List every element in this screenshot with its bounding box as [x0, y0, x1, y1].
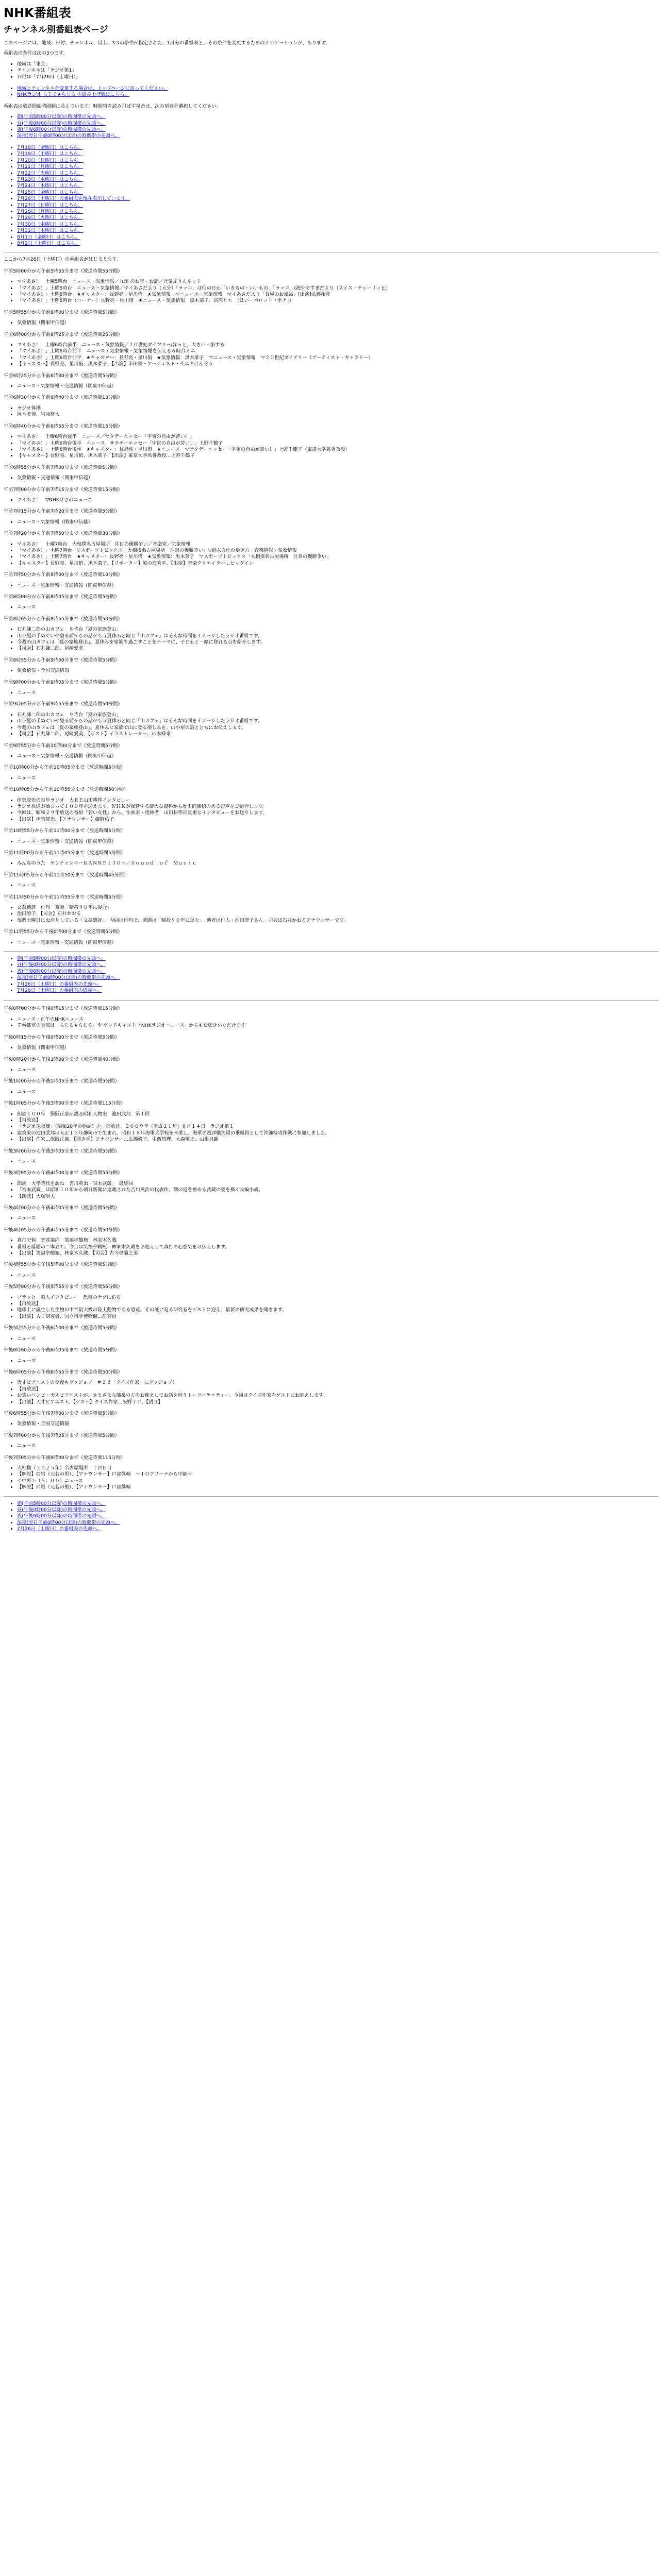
- program-detail-line: • ブラッと 超人インタビュー 恐竜のナゾに迫る: [17, 1295, 658, 1301]
- time-jump-link[interactable]: 昼(午後0時00分以降)の時間帯の先頭へ。: [17, 120, 106, 126]
- date-link[interactable]: 7月26日（土曜日）の番組表を現在表示しています。: [17, 196, 130, 202]
- program-slot: [4, 465, 658, 482]
- program-time: 午後7時00分から午後7時05分まで（放送時間5分間）: [4, 1432, 120, 1438]
- program-slot: [4, 657, 658, 674]
- program-detail-line: • 【司会】石丸謙二郎、尾崎愛美、【ゲスト】イラストレーター…山本様来: [17, 731, 658, 737]
- section-jump-item: [17, 969, 658, 975]
- program-time: 午後1時05分から午後3時00分まで（放送時間115分間）: [4, 1100, 126, 1107]
- page-subtitle: チャンネル別番組表ページ: [4, 25, 108, 35]
- program-detail-line: • ニュース: [17, 1358, 658, 1364]
- divider: [4, 1496, 658, 1497]
- date-link[interactable]: 7月23日（水曜日）はこちら。: [17, 176, 83, 182]
- program-details: [4, 1336, 658, 1342]
- program-time: 午後0時20分から午後1時00分まで（放送時間40分間）: [4, 1056, 123, 1062]
- program-detail-line: • マイあさ！ 土曜6時台後半 ニュース／サタデーエッセー「宇宙の自由が苦い！」: [17, 434, 658, 440]
- program-detail-line: • ニュース: [17, 1273, 658, 1279]
- top-page-link[interactable]: 地域とチャンネルを変更する場合は、トップページに戻ってください。: [17, 86, 168, 92]
- program-time: 午前11時55分から午後0時00分まで（放送時間5分間）: [4, 929, 123, 935]
- program-detail-line: • ７番都市の天気は「らじる★らじる」や ポッドキャスト「NHKラジオニュース」からもお聴きいただけます: [17, 1023, 658, 1029]
- program-time: 午前9時00分から午前9時05分まで（放送時間5分間）: [4, 679, 120, 685]
- date-item: [17, 171, 658, 177]
- intro-text: このページには、地域、日付、チャンネル、以上、3つの条件が指定された、1日分の番組表と、その条件を変更するためのナビゲーションが、あります。: [4, 40, 330, 46]
- divider: [4, 951, 658, 952]
- program-details: [4, 1295, 658, 1320]
- program-detail-line: • マイあさ！ 土曜7時台 大相撲名古屋場所 注目の優勝争い／音楽室／気象情報: [17, 541, 658, 548]
- program-time: 午前6時55分から午前7時00分まで（放送時間5分間）: [4, 464, 120, 470]
- program-detail-line: • ＜中断＞（５：００）ニュース: [17, 1478, 658, 1484]
- program-slot: [4, 1205, 658, 1222]
- program-slot: [4, 531, 658, 567]
- date-item: [17, 209, 658, 215]
- program-details: [4, 905, 658, 924]
- condition-region: • 地域は「東京」: [17, 61, 658, 67]
- program-details: [4, 690, 658, 696]
- program-detail-line: • ニュース: [17, 1215, 658, 1222]
- program-detail-line: • 「マイあさ！」土曜5時台（コーナー）長野亮・星川侑 ★ニュース・気象情報 黒木菜子、宮沢リエ （はい・パロット「ポチ」）: [17, 298, 658, 304]
- program-slot: [4, 332, 658, 368]
- program-time: 午後0時15分から午後0時20分まで（放送時間5分間）: [4, 1034, 120, 1040]
- program-detail-line: • 「宮本武蔵」は昭和１０年から朝日新聞に連載された吉川英治の代表作。剣の道を極める武蔵の姿を描く長編小説。: [17, 1187, 658, 1193]
- program-slot: [4, 1006, 658, 1029]
- program-detail-line: • 山小屋の手ぬぐいや登る前からの話がもう夏休みと同じ「山カフェ」はそんな時間をイメージしたラジオ番組です。: [17, 633, 658, 639]
- program-time: 午前6時25分から午前6時30分まで（放送時間5分間）: [4, 372, 120, 379]
- program-time: 午後1時00分から午後1時05分まで（放送時間5分間）: [4, 1078, 120, 1084]
- date-item: [17, 164, 658, 170]
- program-detail-line: • 【出演】作家…保阪正康、【聞き手】アナウンサー…広瀬修子、中西悠理、大森敏史、山根良顕: [17, 1137, 658, 1143]
- program-slot: [4, 1262, 658, 1279]
- program-time: 午前7時00分から午前7時15分まで（放送時間15分間）: [4, 486, 123, 493]
- program-time: 午後7時05分から午後9時00分まで（放送時間115分間）: [4, 1454, 126, 1461]
- program-slot: [4, 487, 658, 504]
- program-detail-line: • 「マイあさ！」土曜5時台 ニュース・気象情報／マイあさだより（大分）「ラッコ」は何の日か「いきもの・いいもの」「ラッコ」(海外ですまだより（スイス・チューリッヒ）: [17, 285, 658, 292]
- program-time: 午前7時20分から午前7時50分まで（放送時間30分間）: [4, 531, 123, 537]
- date-link[interactable]: 7月27日（日曜日）はこちら。: [17, 202, 83, 208]
- program-time: 午後0時00分から午後0時15分まで（放送時間15分間）: [4, 1006, 123, 1012]
- program-details: [4, 839, 658, 845]
- date-item: [17, 196, 658, 202]
- program-time: 午前6時40分から午前6時55分まで（放送時間15分間）: [4, 423, 123, 429]
- program-slot: [4, 1433, 658, 1450]
- program-time: 午前9時05分から午前9時55分まで（放送時間50分間）: [4, 701, 123, 707]
- program-time: 午後6時00分から午後6時05分まで（放送時間5分間）: [4, 1347, 120, 1353]
- program-detail-line: • ラジオ体操: [17, 405, 658, 412]
- date-link[interactable]: 7月31日（木曜日）はこちら。: [17, 228, 83, 234]
- program-slot: [4, 828, 658, 845]
- date-link[interactable]: 7月25日（金曜日）はこちら。: [17, 189, 83, 195]
- section-jump-link[interactable]: 7月26日（土曜日）の番組表の先頭へ。: [17, 981, 102, 987]
- program-time: 午前7時50分から午前8時00分まで（放送時間10分間）: [4, 572, 123, 578]
- program-details: [4, 383, 658, 389]
- section-jump-link[interactable]: 7月26日（土曜日）の番組表の先頭へ。: [17, 1526, 102, 1532]
- program-details: [4, 541, 658, 567]
- program-slot: [4, 1325, 658, 1342]
- program-detail-line: • マイあさ！ 土曜6時台前半 ニュース・気象情報／２０世紀ダイアリー/ほっと、大きい・旅する: [17, 342, 658, 348]
- program-slot: [4, 1170, 658, 1200]
- program-details: [4, 279, 658, 304]
- program-slot: [4, 1057, 658, 1074]
- change-link-item: [17, 86, 658, 92]
- program-detail-line: • ニュース・正午のNHKニュース: [17, 1016, 658, 1023]
- program-detail-line: • 気象情報・全国交通情報: [17, 1421, 658, 1427]
- program-detail-line: • 山小屋の手ぬぐいや登る前からの話がもう夏休みと同じ「山カフェ」はそんな時間をイメージしたラジオ番組です。: [17, 718, 658, 724]
- program-detail-line: • 今回は、昭和２９年放送の番組「若い女性」から、作曲家・指揮者 山田耕筰の貴重なインタビューをお送りします。: [17, 810, 658, 816]
- program-detail-line: • 「マイあさ！」土曜6時台前半 ニュース・気象情報・気象情報を伝える６時台ミニ: [17, 348, 658, 354]
- program-details: [4, 798, 658, 823]
- program-detail-line: • 【再放送】: [17, 1301, 658, 1307]
- program-time: 午前5時00分から午前5時55分まで（放送時間55分間）: [4, 268, 123, 274]
- date-link[interactable]: 7月19日（土曜日）はこちら。: [17, 151, 83, 157]
- program-detail-line: • ニュース: [17, 690, 658, 696]
- program-slot: [4, 1455, 658, 1491]
- program-detail-line: • 番組と落語の二本立て。今月は笑福亭鶴瓶、林家木久蔵をお迎えして真打の心意気をお伝えします。: [17, 1244, 658, 1250]
- time-jump-link[interactable]: 夜(午後6時00分以降)の時間帯の先頭へ。: [17, 127, 106, 133]
- program-detail-line: • 気象情報（関東甲信越）: [17, 1045, 658, 1051]
- program-detail-line: • マイあさ！ 土曜5時台 ニュース・気象情報／九州 のお宝・お話／元気ぶりんネット: [17, 279, 658, 285]
- program-detail-line: • ニュース・気象情報・交通情報（関東甲信越）: [17, 839, 658, 845]
- conditions-heading: 番組表の条件は次の3つです。: [4, 50, 68, 57]
- program-slot: [4, 929, 658, 946]
- program-details: [4, 883, 658, 889]
- program-detail-line: • 真打で候 寄席案内 笑福亭鶴瓶 林家木久蔵: [17, 1238, 658, 1244]
- program-details: [4, 1215, 658, 1222]
- program-detail-line: • 「マイあさ！」土曜6時台前半 ★キャスター：長野亮・星川侑 ★気象情報：黒木菜子 マニュース・気象情報 マ２０世紀ダイアリー（アーティスト・ギャラリー）: [17, 355, 658, 361]
- change-link-item: [17, 92, 658, 98]
- date-item: [17, 234, 658, 241]
- program-detail-line: • ニュース: [17, 1159, 658, 1165]
- program-slot: [4, 680, 658, 697]
- program-detail-line: • ニュース・気象情報・交通情報（関東甲信越）: [17, 940, 658, 946]
- program-details: [4, 775, 658, 782]
- program-detail-line: • 池田澄子、【司会】石井かおる: [17, 911, 658, 917]
- program-details: [4, 1443, 658, 1449]
- section-jump-item: [17, 1520, 658, 1526]
- program-time: 午前10時05分から午前10時55分まで（放送時間50分間）: [4, 787, 129, 793]
- program-time: 午後4時55分から午後5時00分まで（放送時間5分間）: [4, 1262, 120, 1268]
- program-detail-line: • ラジオ放送が始まって１００年を迎えます。ＮＨＫが保管する膨大な資料から歴史的価値のある音声をご紹介します。: [17, 804, 658, 810]
- program-time: 午後4時05分から午後4時55分まで（放送時間50分間）: [4, 1227, 123, 1233]
- program-slot: [4, 894, 658, 924]
- program-detail-line: • 文芸選評 俳句 兼題「暗殺９０年に捉む」: [17, 905, 658, 911]
- program-time: 午後6時05分から午後6時55分まで（放送時間50分間）: [4, 1369, 123, 1375]
- program-detail-line: • 「マイあさ！」土曜6時台後半 ★キャスター：長野亮・星川侑 ★ニュース マサタデーエッセー「宇宙の自由が苦い！」上野千鶴子（東京大学名誉教授）: [17, 447, 658, 453]
- program-slot: [4, 701, 658, 737]
- date-link[interactable]: 7月30日（水曜日）はこちら。: [17, 221, 83, 227]
- program-details: [4, 583, 658, 589]
- change-links: [4, 86, 658, 98]
- section-jump-item: [17, 988, 658, 994]
- date-item: [17, 222, 658, 228]
- date-link[interactable]: 7月29日（火曜日）はこちら。: [17, 215, 83, 221]
- program-slot: [4, 1078, 658, 1095]
- program-details: [4, 940, 658, 946]
- program-time: 午後6時55分から午後7時00分まで（放送時間5分間）: [4, 1410, 120, 1416]
- section-jump-item: [17, 975, 658, 981]
- program-detail-line: • 大相撲（２０２５年）名古屋場所 十四日目: [17, 1465, 658, 1471]
- program-detail-line: • 【出演】笑福亭鶴瓶、林家木久蔵、【司会】古今亭菊之丞: [17, 1250, 658, 1257]
- date-item: [17, 183, 658, 189]
- program-details: [4, 1238, 658, 1257]
- program-detail-line: • ニュース: [17, 604, 658, 611]
- time-jump-link[interactable]: 朝(午前5時00分以降)の時間帯の先頭へ。: [17, 114, 106, 120]
- program-list-afternoon: [4, 1006, 658, 1490]
- program-slot: [4, 872, 658, 889]
- program-slot: [4, 1035, 658, 1052]
- program-slot: [4, 787, 658, 823]
- time-jump-link[interactable]: 深夜(翌日午前0時00分以降)の時間帯の先頭へ。: [17, 133, 120, 139]
- program-detail-line: • みんなのうた ヤンチャンコーＫＡＮＲＥＩ３０～／Ｓｏｕｎｄ ｏｆ Ｍｕｓｉｃ: [17, 860, 658, 867]
- program-details: [4, 1067, 658, 1073]
- list-start-text: ここから7月26日（土曜日）の番組表がはじまります。: [4, 257, 122, 263]
- condition-channel: • チャンネルは「ラジオ第1」: [17, 67, 658, 74]
- date-links: [4, 145, 658, 247]
- program-detail-line: • 【再放送】: [17, 1117, 658, 1124]
- program-detail-line: • 【キャスター】長野亮、星川侑、黒木菜子、【出演】東京大学名誉教授…上野千鶴子: [17, 453, 658, 459]
- date-link[interactable]: 7月18日（金曜日）はこちら。: [17, 144, 83, 150]
- program-detail-line: • 岡本美佳、岩城修大: [17, 412, 658, 418]
- radiru-link[interactable]: NHKラジオ らじる★らじる の読み上げ版はこちら。: [17, 92, 129, 98]
- program-slot: [4, 1284, 658, 1320]
- section-jump-item: [17, 981, 658, 988]
- program-time: 午前11時00分から午前11時05分まで（放送時間5分間）: [4, 850, 126, 856]
- program-slot: [4, 1411, 658, 1428]
- program-detail-line: • 気象情報・交通情報（関東甲信越）: [17, 475, 658, 481]
- date-item: [17, 228, 658, 234]
- program-detail-line: • ニュース・気象情報（関東甲信越）: [17, 519, 658, 526]
- program-detail-line: • 【再放送】: [17, 1386, 658, 1393]
- date-item: [17, 145, 658, 151]
- program-details: [4, 1273, 658, 1279]
- program-detail-line: • 「ラジオ深夜便」（昭和20年の物語）を一部放送。２００９年（平成２１年）８月１４日 ラジオ第１: [17, 1124, 658, 1130]
- section-jump-link[interactable]: 夜(午後6時00分以降)の時間帯の先頭へ。: [17, 968, 106, 974]
- program-detail-line: • 【キャスター】長野亮、星川侑、黒木菜子、【出演】市田家・アーティスト・サエキけんぞう: [17, 361, 658, 367]
- program-details: [4, 604, 658, 611]
- program-detail-line: • 石丸謙二郎の山カフェ ８時台「夏の家族登山」: [17, 626, 658, 633]
- program-detail-line: • 【出演】ＡＩ研究者、国立科学博物館…研究員: [17, 1314, 658, 1320]
- time-heading: 番組表は放送開始時間順に並んでいます。時間帯を読み飛ばす場合は、次の項目を選択してください。: [4, 103, 221, 109]
- program-details: [4, 860, 658, 867]
- program-time: 午前6時30分から午前6時40分まで（放送時間10分間）: [4, 395, 123, 401]
- program-time: 午前8時05分から午前8時55分まで（放送時間50分間）: [4, 616, 123, 622]
- program-slot: [4, 743, 658, 760]
- program-slot: [4, 1227, 658, 1257]
- program-time: 午前10時00分から午前10時05分まで（放送時間5分間）: [4, 765, 126, 771]
- date-link[interactable]: 8月1日（金曜日）はこちら。: [17, 234, 80, 240]
- program-slot: [4, 572, 658, 589]
- time-jump-item: [17, 127, 658, 133]
- program-time: 午後4時00分から午後4時05分まで（放送時間5分間）: [4, 1205, 120, 1211]
- program-details: [4, 342, 658, 368]
- time-jump-item: [17, 121, 658, 127]
- program-detail-line: • マイあさ！ ▽NHKけさのニュース: [17, 497, 658, 503]
- program-slot: [4, 509, 658, 526]
- program-details: [4, 1380, 658, 1405]
- program-details: [4, 1421, 658, 1427]
- conditions-list: [4, 61, 658, 80]
- time-links: [4, 114, 658, 140]
- program-time: 午前7時15分から午前7時20分まで（放送時間5分間）: [4, 509, 120, 515]
- program-detail-line: • 朗読 大学時代を訪ね 吉川英治「宮本武蔵」 最終回: [17, 1181, 658, 1187]
- section-nav: [4, 956, 658, 994]
- section-nav: [4, 1501, 658, 1533]
- program-details: [4, 1358, 658, 1364]
- date-link[interactable]: 7月28日（月曜日）はこちら。: [17, 208, 83, 214]
- date-item: [17, 177, 658, 183]
- time-jump-item: [17, 114, 658, 120]
- program-time: 午後3時05分から午後4時00分まで（放送時間55分間）: [4, 1170, 123, 1176]
- date-link[interactable]: 7月21日（月曜日）はこちら。: [17, 164, 83, 170]
- program-detail-line: • 今週の山カフェは「夏の家族登山」。夏休みに家族で山に登る楽しみを、山小屋の話とともにお伝えします。: [17, 725, 658, 731]
- program-detail-line: • 【朗読】大塚明夫: [17, 1194, 658, 1200]
- program-detail-line: • ニュース: [17, 1067, 658, 1073]
- program-detail-line: • 気象情報・全国交通情報: [17, 668, 658, 674]
- program-detail-line: • 毎週土曜日にお送りしている「文芸選評」。今回は俳句で、兼題は「暗殺９０年に捉む」。選者は俳人・池田澄子さん。司会は石井かおるアナウンサーです。: [17, 918, 658, 924]
- program-detail-line: • 建築家の池田武邦は大正１３年静岡市で生まれ、昭和１８年海軍兵学校を卒業し、海軍の巡洋艦矢矧の乗組員として沖縄特攻作戦に参加しました。: [17, 1130, 658, 1137]
- program-time: 午前11時05分から午前11時50分まで（放送時間45分間）: [4, 872, 129, 878]
- program-time: 午前5時55分から午前6時00分まで（放送時間5分間）: [4, 309, 120, 315]
- program-time: 午前11時50分から午前11時55分まで（放送時間5分間）: [4, 894, 126, 900]
- section-jump-item: [17, 1501, 658, 1507]
- section-jump-link[interactable]: 昼(午後0時00分以降)の時間帯の先頭へ。: [17, 1507, 106, 1513]
- program-detail-line: • ニュース・気象情報・交通情報（関東甲信越）: [17, 383, 658, 389]
- program-detail-line: • 地球上に誕生した生物の中で最大級の陸上動物である恐竜。その謎に迫る研究者をゲストに迎え、最新の研究成果を聞きます。: [17, 1307, 658, 1313]
- condition-date: • 日付は「7月26日（土曜日）」: [17, 74, 658, 80]
- section-jump-link[interactable]: 夜(午後6時00分以降)の時間帯の先頭へ。: [17, 1513, 106, 1519]
- section-jump-link[interactable]: 7月26日（土曜日）の番組表の終端へ。: [17, 988, 102, 994]
- program-details: [4, 320, 658, 326]
- program-details: [4, 1159, 658, 1165]
- program-detail-line: • ニュース: [17, 883, 658, 889]
- section-jump-link[interactable]: 深夜(翌日午前0時00分以降)の時間帯の先頭へ。: [17, 975, 120, 981]
- program-details: [4, 1089, 658, 1095]
- program-details: [4, 497, 658, 503]
- date-link[interactable]: 7月22日（火曜日）はこちら。: [17, 170, 83, 176]
- program-time: 午後3時00分から午後3時05分まで（放送時間5分間）: [4, 1148, 120, 1154]
- section-jump-link[interactable]: 朝(午前5時00分以降)の時間帯の先頭へ。: [17, 1500, 106, 1506]
- program-detail-line: • 今週の山カフェは「夏の家族登山」。夏休みを家族で過ごすことをテーマに、子どもと一緒に登れる山を紹介します。: [17, 639, 658, 646]
- program-slot: [4, 373, 658, 390]
- program-detail-line: • 「マイあさ！」土曜7時台 ▽スポーツトピックス「大相撲名古屋場所 注目の優勝争い」▽週末文化の歩き方・音楽情報・気象情報: [17, 548, 658, 554]
- section-jump-link[interactable]: 深夜(翌日午前0時00分以降)の時間帯の先頭へ。: [17, 1519, 120, 1526]
- section-jump-link[interactable]: 昼(午後0時00分以降)の時間帯の先頭へ。: [17, 962, 106, 968]
- date-item: [17, 215, 658, 221]
- program-slot: [4, 268, 658, 304]
- program-detail-line: • 【出演】伊集院光、【アナウンサー】礒野佑子: [17, 817, 658, 823]
- date-item: [17, 190, 658, 196]
- program-details: [4, 1465, 658, 1491]
- program-detail-line: • 朗読１００年 保阪正康が語る昭和人物史 池田武邦 第１回: [17, 1111, 658, 1117]
- program-slot: [4, 850, 658, 867]
- date-item: [17, 151, 658, 157]
- program-detail-line: • ニュース・気象情報・交通情報（関東甲信越）: [17, 583, 658, 589]
- program-detail-line: • 天才ピアニストの今夜もグッジョブ ＃２２「クイズ作家」にグッジョブ！: [17, 1380, 658, 1386]
- program-detail-line: • 伊集院光の百年ラジオ 大ＲＥ山田耕筰インタビュー: [17, 798, 658, 804]
- program-detail-line: • 【司会】石丸謙二郎、尾崎愛美: [17, 646, 658, 652]
- section-jump-item: [17, 956, 658, 962]
- program-details: [4, 434, 658, 460]
- program-details: [4, 519, 658, 526]
- program-details: [4, 753, 658, 759]
- program-detail-line: • ニュース: [17, 1336, 658, 1342]
- program-time: 午前8時00分から午前8時05分まで（放送時間5分間）: [4, 594, 120, 600]
- program-time: 午後5時00分から午後5時55分まで（放送時間55分間）: [4, 1284, 123, 1290]
- program-list-morning: [4, 268, 658, 946]
- time-jump-item: [17, 133, 658, 139]
- program-details: [4, 475, 658, 481]
- program-detail-line: • 石丸謙二郎の山カフェ ９時台「夏の家族登山」: [17, 712, 658, 718]
- program-details: [4, 1111, 658, 1143]
- date-link[interactable]: 7月24日（木曜日）はこちら。: [17, 183, 83, 189]
- date-link[interactable]: 7月20日（日曜日）はこちら。: [17, 157, 83, 163]
- program-detail-line: • 「マイあさ！」土曜7時台 ★キャスター：長野亮・星川侑 ★気象情報：黒木菜子 マスポーツトピックス「大相撲名古屋場所 注目の優勝争い」: [17, 554, 658, 560]
- date-item: [17, 241, 658, 247]
- program-time: 午前6時00分から午前6時25分まで（放送時間25分間）: [4, 331, 123, 337]
- program-slot: [4, 395, 658, 418]
- program-details: [4, 626, 658, 652]
- program-details: [4, 1016, 658, 1029]
- program-slot: [4, 1100, 658, 1143]
- section-jump-item: [17, 1513, 658, 1519]
- divider: [4, 1000, 658, 1001]
- program-detail-line: • 【出演】天才ピアニスト、【ゲスト】クイズ作家…矢野了平、【語り】: [17, 1399, 658, 1405]
- program-detail-line: • 【解説】西岩（元若の里）、【アナウンサー】戸部眞輔 ～ＩＧアリーナから中継～: [17, 1471, 658, 1478]
- section-jump-item: [17, 962, 658, 968]
- program-details: [4, 1045, 658, 1051]
- program-detail-line: • 「マイあさ！」土曜6時台後半 ニュース サタデーエッセー「宇宙の自由が苦い！」上野千鶴子: [17, 440, 658, 447]
- program-detail-line: • ニュース: [17, 1443, 658, 1449]
- date-item: [17, 158, 658, 164]
- program-slot: [4, 1347, 658, 1364]
- program-time: 午前8時55分から午前9時00分まで（放送時間5分間）: [4, 657, 120, 663]
- page-title: NHK番組表: [4, 6, 71, 20]
- program-detail-line: • 【キャスター】長野亮、星川侑、黒木菜子、【リポーター】熊の海秀平、【出演】音楽クリエイター…ヒャダイン: [17, 561, 658, 567]
- section-jump-item: [17, 1526, 658, 1532]
- section-jump-link[interactable]: 朝(午前5時00分以降)の時間帯の先頭へ。: [17, 956, 106, 962]
- program-details: [4, 1181, 658, 1200]
- program-detail-line: • 気象情報（関東甲信越）: [17, 320, 658, 326]
- program-slot: [4, 310, 658, 327]
- program-detail-line: • ニュース: [17, 775, 658, 782]
- program-details: [4, 712, 658, 738]
- program-slot: [4, 1148, 658, 1165]
- program-time: 午後5時55分から午後6時00分まで（放送時間5分間）: [4, 1325, 120, 1331]
- program-details: [4, 668, 658, 674]
- program-details: [4, 405, 658, 418]
- program-time: 午前9時55分から午前10時00分まで（放送時間5分間）: [4, 742, 123, 749]
- program-slot: [4, 594, 658, 611]
- program-detail-line: • ニュース: [17, 1089, 658, 1095]
- section-jump-item: [17, 1507, 658, 1513]
- program-detail-line: • お笑いコンビ・天才ピアニストが、さまざまな職業の方をお迎えしてお話を伺うトークバラエティー。今回はクイズ作家をゲストにお迎えします。: [17, 1393, 658, 1399]
- program-slot: [4, 1369, 658, 1405]
- program-detail-line: • 【解説】西岩（元若の里）、【アナウンサー】戸部眞輔: [17, 1484, 658, 1490]
- program-slot: [4, 765, 658, 782]
- date-item: [17, 202, 658, 209]
- program-time: 午前10時55分から午前11時00分まで（放送時間5分間）: [4, 828, 126, 834]
- date-link[interactable]: 8月2日（土曜日）はこちら。: [17, 240, 80, 246]
- program-detail-line: • 「マイあさ！」土曜5時台 ★キャスター：長野亮・星川侑 ★気象情報 マニュース・気象情報 マイあさだより「長屋のお風呂」[出演]弘瀬和彦: [17, 292, 658, 298]
- program-detail-line: • ニュース・気象情報・交通情報（関東甲信越）: [17, 753, 658, 759]
- program-slot: [4, 616, 658, 652]
- program-slot: [4, 423, 658, 460]
